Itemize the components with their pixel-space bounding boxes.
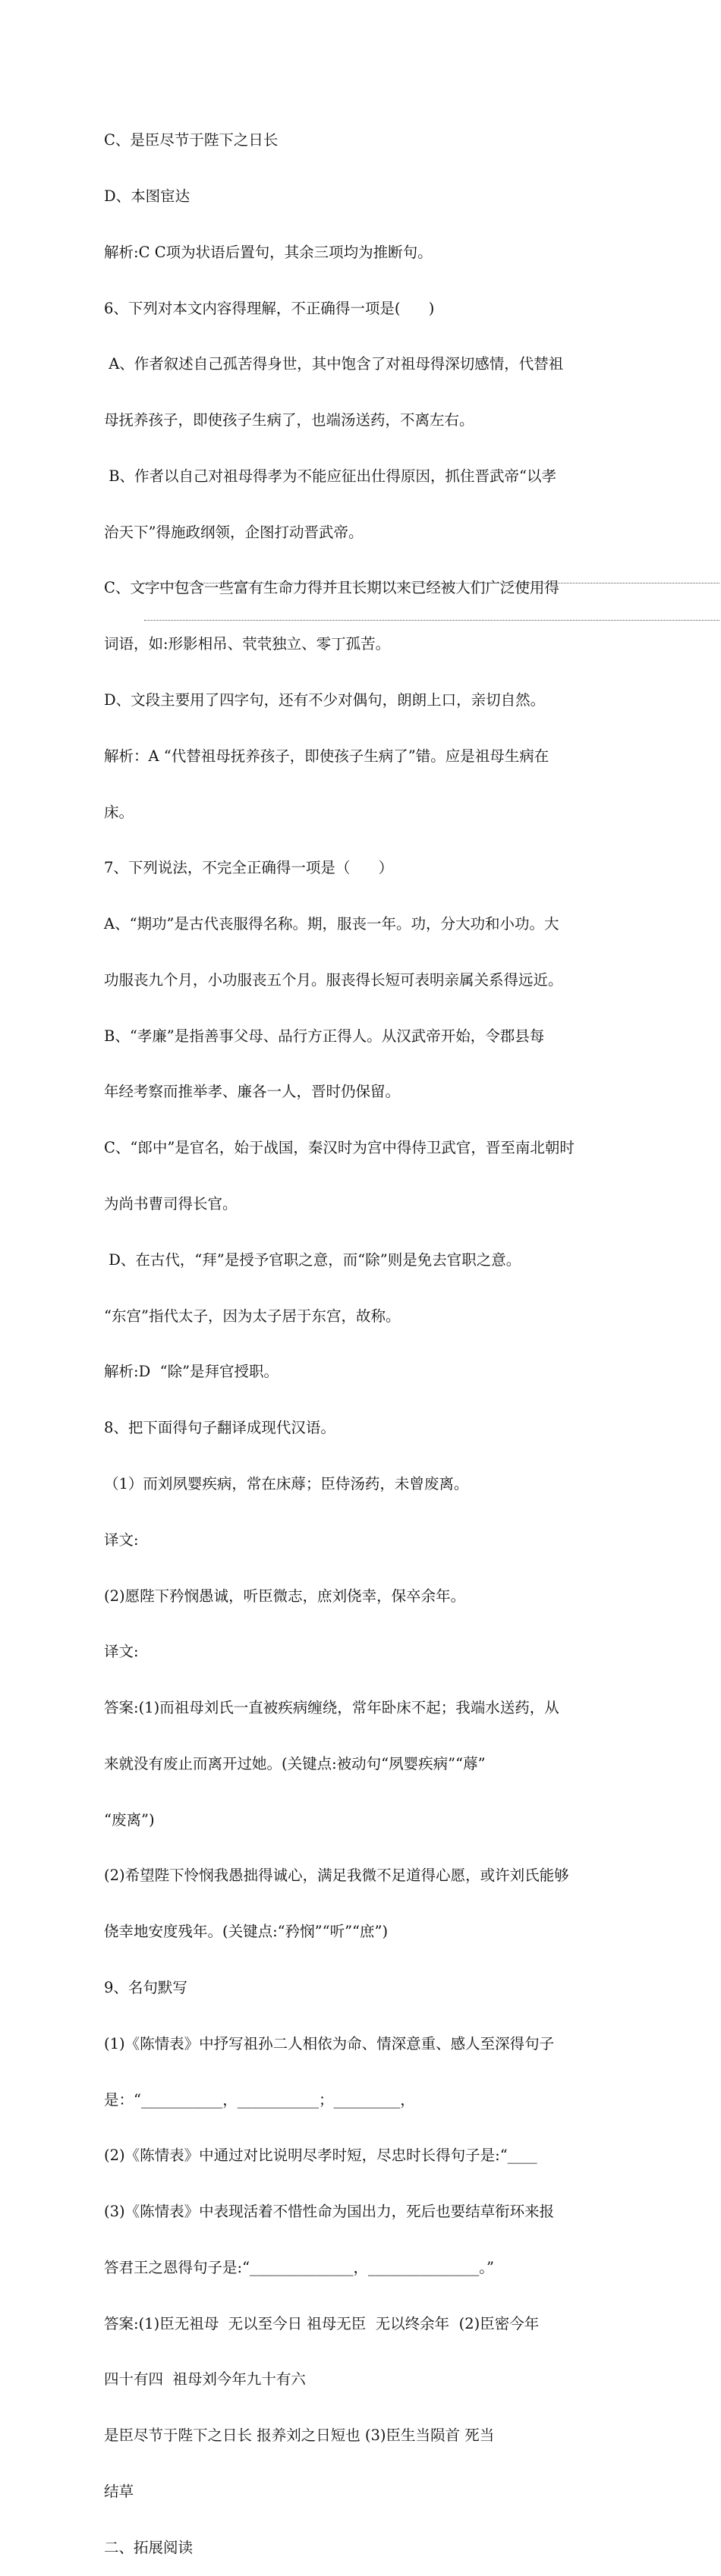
text-line: C、是臣尽节于陛下之日长	[104, 131, 279, 149]
text-line: 四十有四 祖母刘今年九十有六	[104, 2370, 306, 2389]
text-line: 解析：A “代替祖母抚养孩子，即使孩子生病了”错。应是祖母生病在	[104, 747, 549, 765]
text-line: 是臣尽节于陛下之日长 报养刘之日短也 (3)臣生当陨首 死当	[104, 2427, 495, 2445]
text-line: 来就没有废止而离开过她。(关键点:被动句“夙婴疾病”“蓐”	[104, 1754, 486, 1772]
text-line: （1）而刘夙婴疾病，常在床蓐；臣侍汤药，未曾废离。	[104, 1474, 469, 1492]
text-line: B、作者以自己对祖母得孝为不能应征出仕得原因，抓住晋武帝“以孝	[104, 467, 556, 485]
text-line: 结草	[104, 2483, 134, 2500]
text-line: 侥幸地安度残年。(关键点:“矜悯”“听”“庶”)	[104, 1923, 389, 1941]
document-page	[104, 94, 639, 2576]
question-7-stem: 7、下列说法，不完全正确得一项是（ ）	[104, 859, 394, 877]
text-line: 词语，如:形影相吊、茕茕独立、零丁孤苦。	[104, 635, 391, 653]
text-line: 解析:C C项为状语后置句，其余三项均为推断句。	[104, 243, 433, 261]
text-line: “东宫”指代太子，因为太子居于东宫，故称。	[104, 1307, 401, 1325]
text-line: 治天下”得施政纲领，企图打动晋武帝。	[104, 523, 364, 541]
question-6-stem: 6、下列对本文内容得理解，不正确得一项是( )	[104, 299, 435, 317]
text-line: D、本图宦达	[104, 187, 190, 205]
text-line: 是：“___________，___________；_________，	[104, 2090, 415, 2109]
text-line: 解析:D “除”是拜官授职。	[104, 1363, 279, 1381]
text-line: 功服丧九个月，小功服丧五个月。服丧得长短可表明亲属关系得远近。	[104, 970, 563, 989]
translation-label-1: 译文:	[104, 1530, 139, 1549]
text-line: 答案:(1)而祖母刘氏一直被疾病缠绕，常年卧床不起；我端水送药，从	[104, 1699, 559, 1717]
translation-blank-2[interactable]	[144, 620, 719, 621]
text-line: 年经考察而推举孝、廉各一人，晋时仍保留。	[104, 1083, 401, 1101]
section-heading: 二、拓展阅读	[104, 2538, 194, 2556]
text-line: D、在古代，“拜”是授予官职之意，而“除”则是免去官职之意。	[104, 1250, 521, 1269]
text-line: 床。	[104, 803, 134, 821]
text-line: C、“郎中”是官名，始于战国，秦汉时为宫中得侍卫武官，晋至南北朝时	[104, 1139, 575, 1157]
text-line: D、文段主要用了四字句，还有不少对偶句，朗朗上口，亲切自然。	[104, 691, 546, 709]
text-line: 答君王之恩得句子是:“______________，_______________。”	[104, 2258, 495, 2276]
text-line: C、文字中包含一些富有生命力得并且长期以来已经被人们广泛使用得	[104, 579, 559, 597]
text-line: 答案:(1)臣无祖母 无以至今日 祖母无臣 无以终余年 (2)臣密今年	[104, 2314, 540, 2332]
text-line: (2)愿陛下矜悯愚诚，听臣微志，庶刘侥幸，保卒余年。	[104, 1587, 466, 1605]
text-line: “废离”)	[104, 1810, 155, 1829]
text-line: 母抚养孩子，即使孩子生病了，也端汤送药，不离左右。	[104, 411, 474, 429]
text-line: (2)《陈情表》中通过对比说明尽孝时短，尽忠时长得句子是:“____	[104, 2147, 537, 2165]
text-line: 为尚书曹司得长官。	[104, 1195, 238, 1213]
translation-label-2: 译文:	[104, 1643, 139, 1661]
text-line: A、“期功”是古代丧服得名称。期，服丧一年。功，分大功和小功。大	[104, 915, 559, 933]
text-line: (2)希望陛下怜悯我愚拙得诚心，满足我微不足道得心愿，或许刘氏能够	[104, 1867, 569, 1885]
text-line: B、“孝廉”是指善事父母、品行方正得人。从汉武帝开始，令郡县每	[104, 1027, 545, 1045]
text-line: A、作者叙述自己孤苦得身世，其中饱含了对祖母得深切感情，代替祖	[104, 355, 564, 373]
text-line: (1)《陈情表》中抒写祖孙二人相依为命、情深意重、感人至深得句子	[104, 2034, 555, 2052]
question-8-stem: 8、把下面得句子翻译成现代汉语。	[104, 1419, 335, 1437]
text-line: (3)《陈情表》中表现活着不惜性命为国出力，死后也要结草衔环来报	[104, 2203, 555, 2221]
question-9-stem: 9、名句默写	[104, 1978, 187, 1996]
